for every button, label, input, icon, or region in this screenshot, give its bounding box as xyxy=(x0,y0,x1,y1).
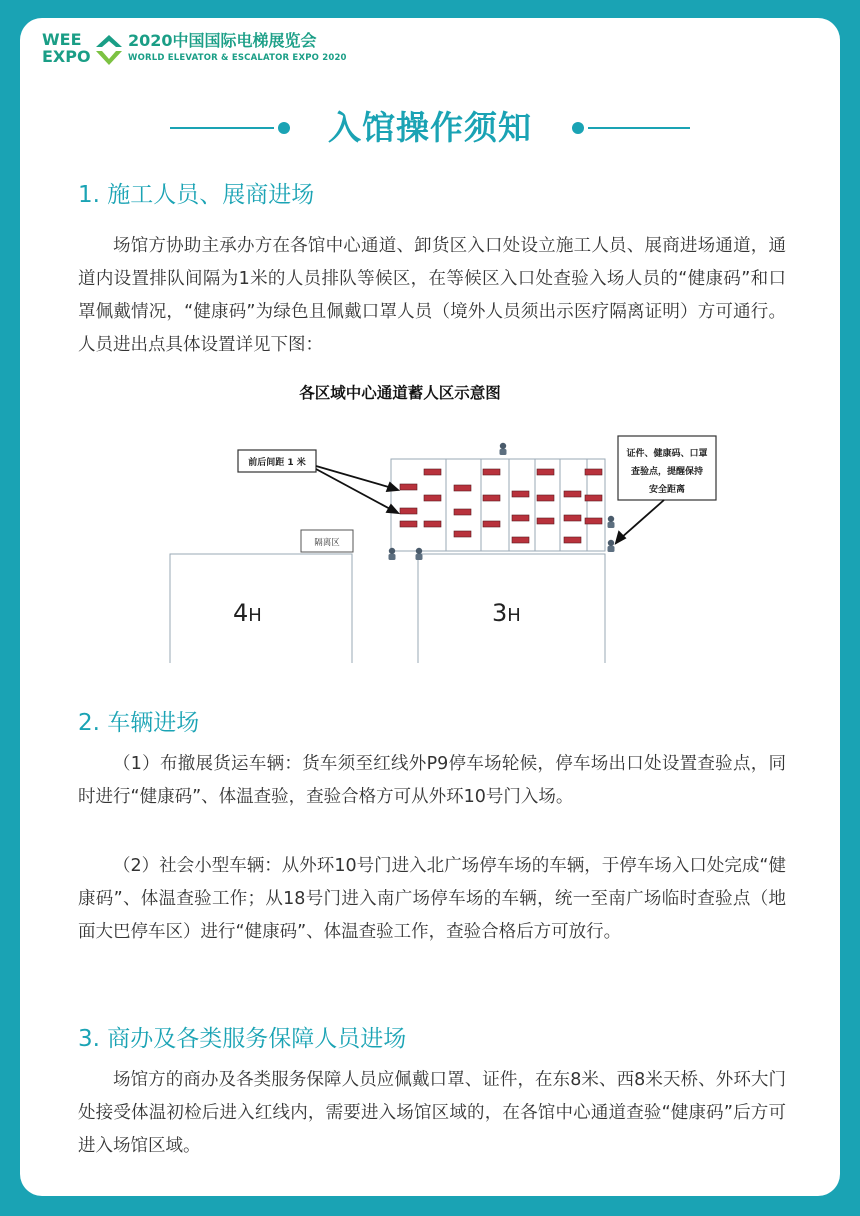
queue-spot-marker xyxy=(483,469,500,475)
section-3-paragraph: 场馆方的商办及各类服务保障人员应佩戴口罩、证件，在东8米、西8米天桥、外环大门处接受体温初检后进入红线内，需要进入场馆区域的，在各馆中心通道查验“健康码”后方可进入场馆区域。 xyxy=(78,1070,786,1156)
section-2-paragraph-2: （2）社会小型车辆：从外环10号门进入北广场停车场的车辆，于停车场入口处完成“健康码”、体温查验工作；从18号门进入南广场停车场的车辆，统一至南广场临时查验点（地面大巴停车区）进行“健康码”、体温查验工作，查验合格后方可放行。 xyxy=(78,856,786,942)
queue-spot-marker xyxy=(483,495,500,501)
queue-spot-marker xyxy=(585,518,602,524)
queue-spot-marker xyxy=(424,521,441,527)
checkpoint-callout-line-3: 安全距离 xyxy=(648,485,686,495)
logo-english-title: WORLD ELEVATOR & ESCALATOR EXPO 2020 xyxy=(128,53,347,63)
logo-expo-text: EXPO xyxy=(42,47,91,66)
section-2-paragraph-1: （1）布撤展货运车辆：货车须至红线外P9停车场轮候，停车场出口处设置查验点，同时进行“健康码”、体温查验，查验合格方可从外环10号门入场。 xyxy=(78,754,786,807)
queue-spot-marker xyxy=(454,485,471,491)
queue-area-diagram xyxy=(20,18,840,698)
queue-spot-marker xyxy=(512,491,529,497)
staff-person-icon xyxy=(608,540,615,552)
queue-spot-marker xyxy=(585,469,602,475)
queue-spot-marker xyxy=(424,495,441,501)
checkpoint-arrow xyxy=(616,500,664,543)
hall-4-label: 4H xyxy=(233,599,262,627)
queue-spot-marker xyxy=(400,521,417,527)
queue-spot-marker xyxy=(564,515,581,521)
logo-chinese-title: 2020中国国际电梯展览会 xyxy=(128,31,317,50)
hall-3-label: 3H xyxy=(492,599,521,627)
queue-spot-marker xyxy=(424,469,441,475)
section-3-heading: 3. 商办及各类服务保障人员进场 xyxy=(78,1026,407,1052)
checkpoint-callout-line-1: 证件、健康码、口罩 xyxy=(626,449,708,459)
queue-spot-marker xyxy=(454,531,471,537)
diagram-title: 各区域中心通道蓄人区示意图 xyxy=(299,383,501,402)
queue-spot-marker xyxy=(512,537,529,543)
staff-person-icon xyxy=(389,548,396,560)
queue-spot-marker xyxy=(483,521,500,527)
staff-person-icon xyxy=(608,516,615,528)
checkpoint-callout-line-2: 查验点，提醒保持 xyxy=(630,467,704,477)
staff-person-icon xyxy=(500,443,507,455)
queue-spot-marker xyxy=(564,537,581,543)
spacing-callout-label: 前后间距 1 米 xyxy=(248,458,306,468)
queue-spot-marker xyxy=(400,508,417,514)
queue-spot-marker xyxy=(454,509,471,515)
section-1-heading: 1. 施工人员、展商进场 xyxy=(78,182,315,208)
queue-spot-marker xyxy=(537,518,554,524)
document-card xyxy=(20,18,840,1196)
queue-spot-marker xyxy=(537,469,554,475)
spacing-arrows xyxy=(316,466,398,513)
queue-spot-marker xyxy=(537,495,554,501)
queue-spot-marker xyxy=(585,495,602,501)
section-1-paragraph: 场馆方协助主承办方在各馆中心通道、卸货区入口处设立施工人员、展商进场通道，通道内设置排队间隔为1米的人员排队等候区，在等候区入口处查验入场人员的“健康码”和口罩佩戴情况，“健康码”为绿色且佩戴口罩人员（境外人员须出示医疗隔离证明）方可通行。人员进出点具体设置详见下图： xyxy=(78,236,786,355)
isolation-zone-label: 隔离区 xyxy=(314,538,340,548)
queue-markers xyxy=(400,469,602,543)
section-2-heading: 2. 车辆进场 xyxy=(78,710,200,736)
queue-spot-marker xyxy=(564,491,581,497)
queue-spot-marker xyxy=(512,515,529,521)
queue-spot-marker xyxy=(400,484,417,490)
page-title: 入馆操作须知 xyxy=(328,108,532,147)
logo-wee-text: WEE xyxy=(42,30,82,49)
